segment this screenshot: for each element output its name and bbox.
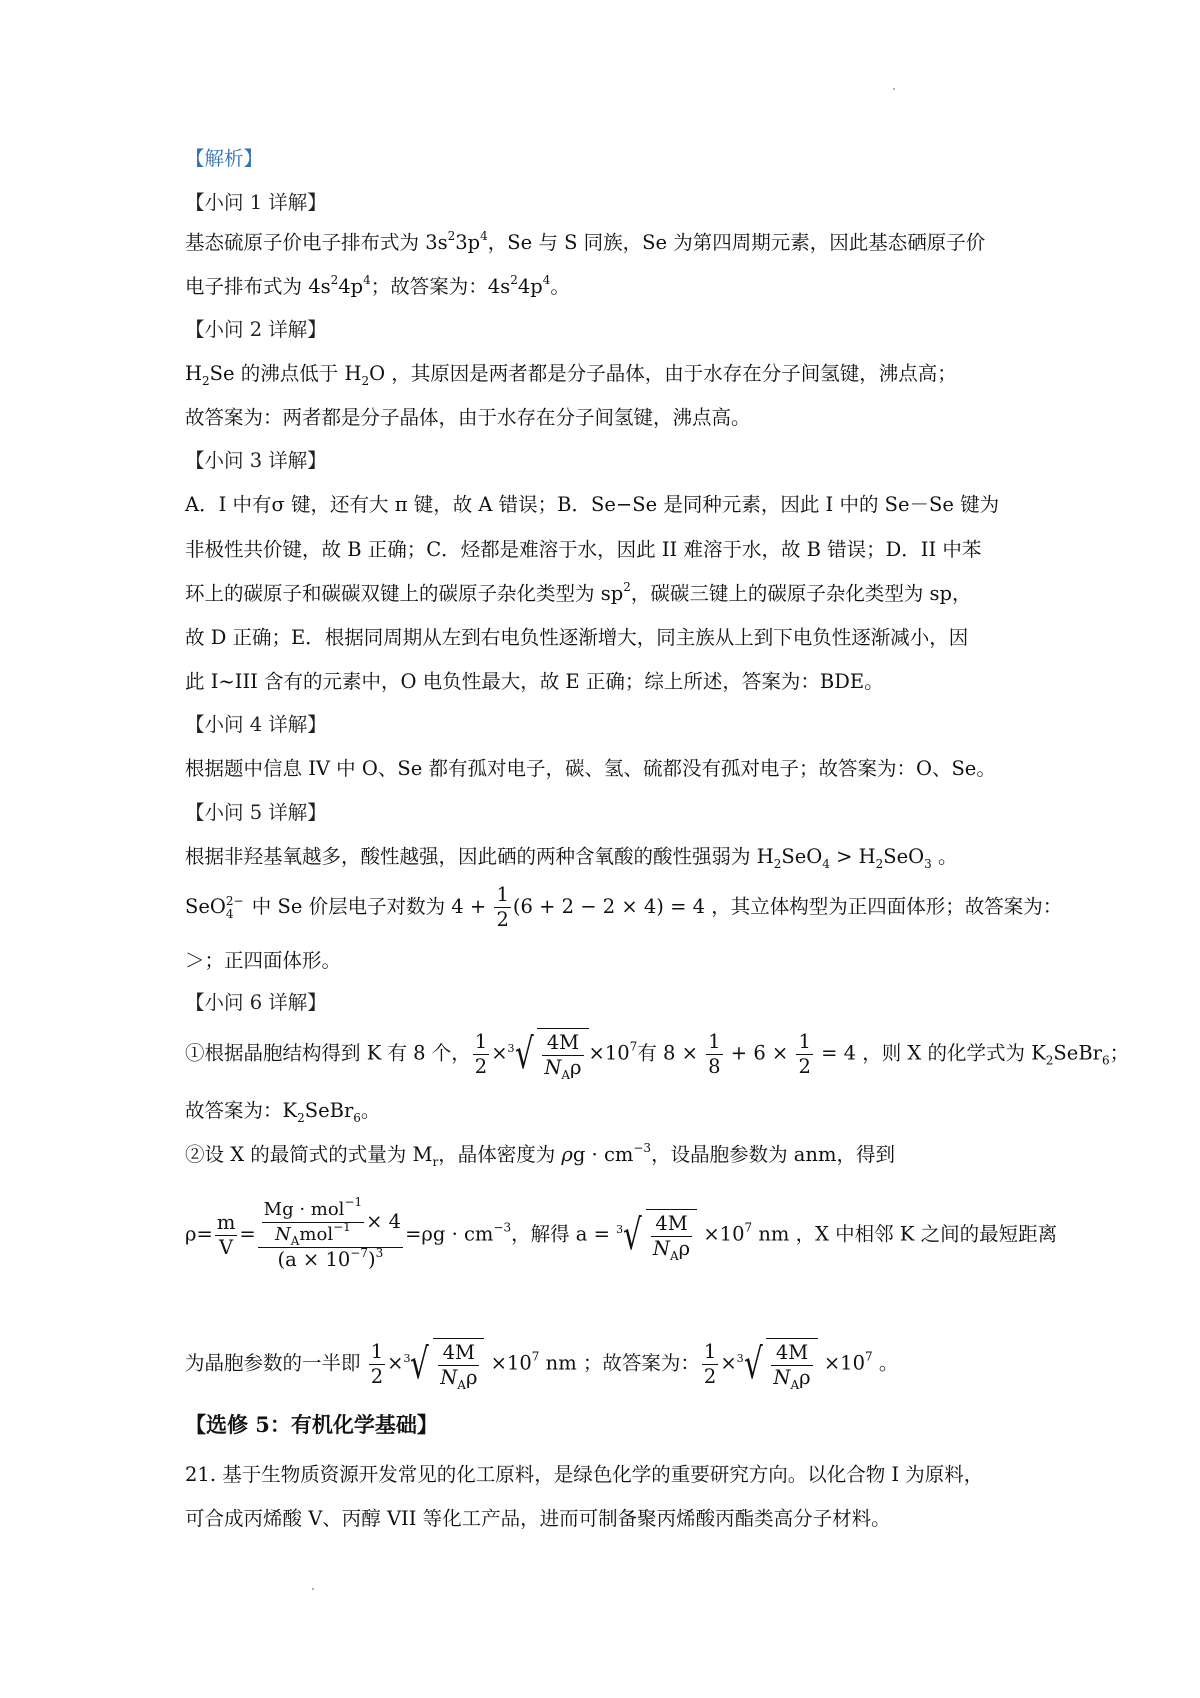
q3-line1: A．I 中有σ 键，还有大 π 键，故 A 错误；B．Se−Se 是同种元素，因此 I 中的 Se－Se 键为 [185,493,1000,516]
q2-line1: $H_2Se$ 的沸点低于 $H_2O$ ，其原因是两者都是分子晶体，由于水存在分子间氢键，沸点高； [185,362,957,388]
q1-title: 【小问 1 详解】 [185,191,327,214]
q4-line1: 根据题中信息 IV 中 O、Se 都有孤对电子，碳、氢、硫都没有孤对电子；故答案为：O、Se。 [185,757,996,780]
q3-line5: 此 I~III 含有的元素中，O 电负性最大，故 E 正确；综上所述，答案为：BDE。 [185,670,884,693]
q4-title: 【小问 4 详解】 [185,713,327,736]
q6-title: 【小问 6 详解】 [185,991,327,1014]
q3-line2: 非极性共价键，故 B 正确；C．烃都是难溶于水，因此 II 难溶于水，故 B 错误；D．II 中苯 [185,538,982,561]
scan-dot [893,88,895,90]
q1-line1: 基态硫原子价电子排布式为 $3s^23p^4$，Se 与 S 同族，Se 为第四周期元素，因此基态硒原子价 [185,229,986,254]
q5-line1: 根据非羟基氧越多，酸性越强，因此硒的两种含氧酸的酸性强弱为 $H_2SeO_4 > H_2SeO_3$ 。 [185,845,958,871]
q6-line4: ρ= $\frac{m}{V}$ = $\frac{Mg \cdot mol^{-1}}{N_Amol^{-1}}$ × 4 $(a \times 10^{-7})^3$ $=\rho g \cdot cm^{-3}$，解得 a = 3 √ $\frac{4M}{N_A\rho}$ $\times 10^7$ nm ，X 中相邻 K 之间的最短距离 [185,1195,1058,1271]
q6-line1: ①根据晶胞结构得到 K 有 8 个， $\frac{1}{2}$ × 3 √ $\frac{4M}{N_A\rho}$ $\times 10^7$有 8 × $\frac{1}{8}$ + 6 × $\frac{1}{2}$ = 4 ，则 X 的化学式为 $K_2SeBr_6$； [185,1029,1130,1082]
q21-line1: 21. 基于生物质资源开发常见的化工原料，是绿色化学的重要研究方向。以化合物 I 为原料， [185,1463,984,1486]
q1-line2: 电子排布式为 $4s^24p^4$；故答案为：$4s^24p^4$。 [185,273,570,298]
q3-line3: 环上的碳原子和碳碳双键上的碳原子杂化类型为 $sp^2$，碳碳三键上的碳原子杂化类型为 sp， [185,580,972,605]
cube-root: 3 √ $\frac{4M}{N_A\rho}$ [508,1028,589,1080]
q21-line2: 可合成丙烯酸 V、丙醇 VII 等化工产品，进而可制备聚丙烯酸丙酯类高分子材料。 [185,1507,891,1530]
scan-dot [312,1588,314,1590]
q5-line2: SeO 2− 4 中 Se 价层电子对数为 4 + $\frac{1}{2}$ (6 + 2 − 2 × 4) = 4 ，其立体构型为正四面体形；故答案为： [185,883,1063,931]
q5-title: 【小问 5 详解】 [185,801,327,824]
q5-line3: ＞；正四面体形。 [185,949,342,972]
density-fraction: $\frac{Mg \cdot mol^{-1}}{N_Amol^{-1}}$ × 4 $(a \times 10^{-7})^3$ [258,1198,403,1272]
section-title: 【选修 5：有机化学基础】 [185,1412,438,1437]
fraction-half: $\frac{1}{2}$ [474,1029,488,1078]
cube-root: 3 √ $\frac{4M}{N_A\rho}$ [403,1338,484,1390]
q6-line5: 为晶胞参数的一半即 $\frac{1}{2}$ × 3 √ $\frac{4M}{N_A\rho}$ $\times 10^7$ nm ；故答案为： $\frac{1}{2}$ × 3 √ $\frac{4M}{N_A\rho}$ $\times 10^7$ 。 [185,1339,899,1392]
fraction-half: $\frac{1}{2}$ [496,883,509,931]
q3-title: 【小问 3 详解】 [185,449,327,472]
q2-line2: 故答案为：两者都是分子晶体，由于水存在分子间氢键，沸点高。 [185,406,751,429]
analysis-heading: 【解析】 [185,147,264,170]
cube-root: 3 √ $\frac{4M}{N_A\rho}$ [737,1338,818,1390]
q6-line2: 故答案为：$K_2SeBr_6$。 [185,1099,381,1125]
q2-title: 【小问 2 详解】 [185,318,327,341]
q3-line4: 故 D 正确；E．根据同周期从左到右电负性逐渐增大，同主族从上到下电负性逐渐减小，因 [185,626,969,649]
cube-root: 3 √ $\frac{4M}{N_A\rho}$ [616,1209,697,1261]
q6-line3: ②设 X 的最简式的式量为 $M_r$，晶体密度为 $\rho g \cdot cm^{-3}$，设晶胞参数为 anm，得到 [185,1141,895,1169]
